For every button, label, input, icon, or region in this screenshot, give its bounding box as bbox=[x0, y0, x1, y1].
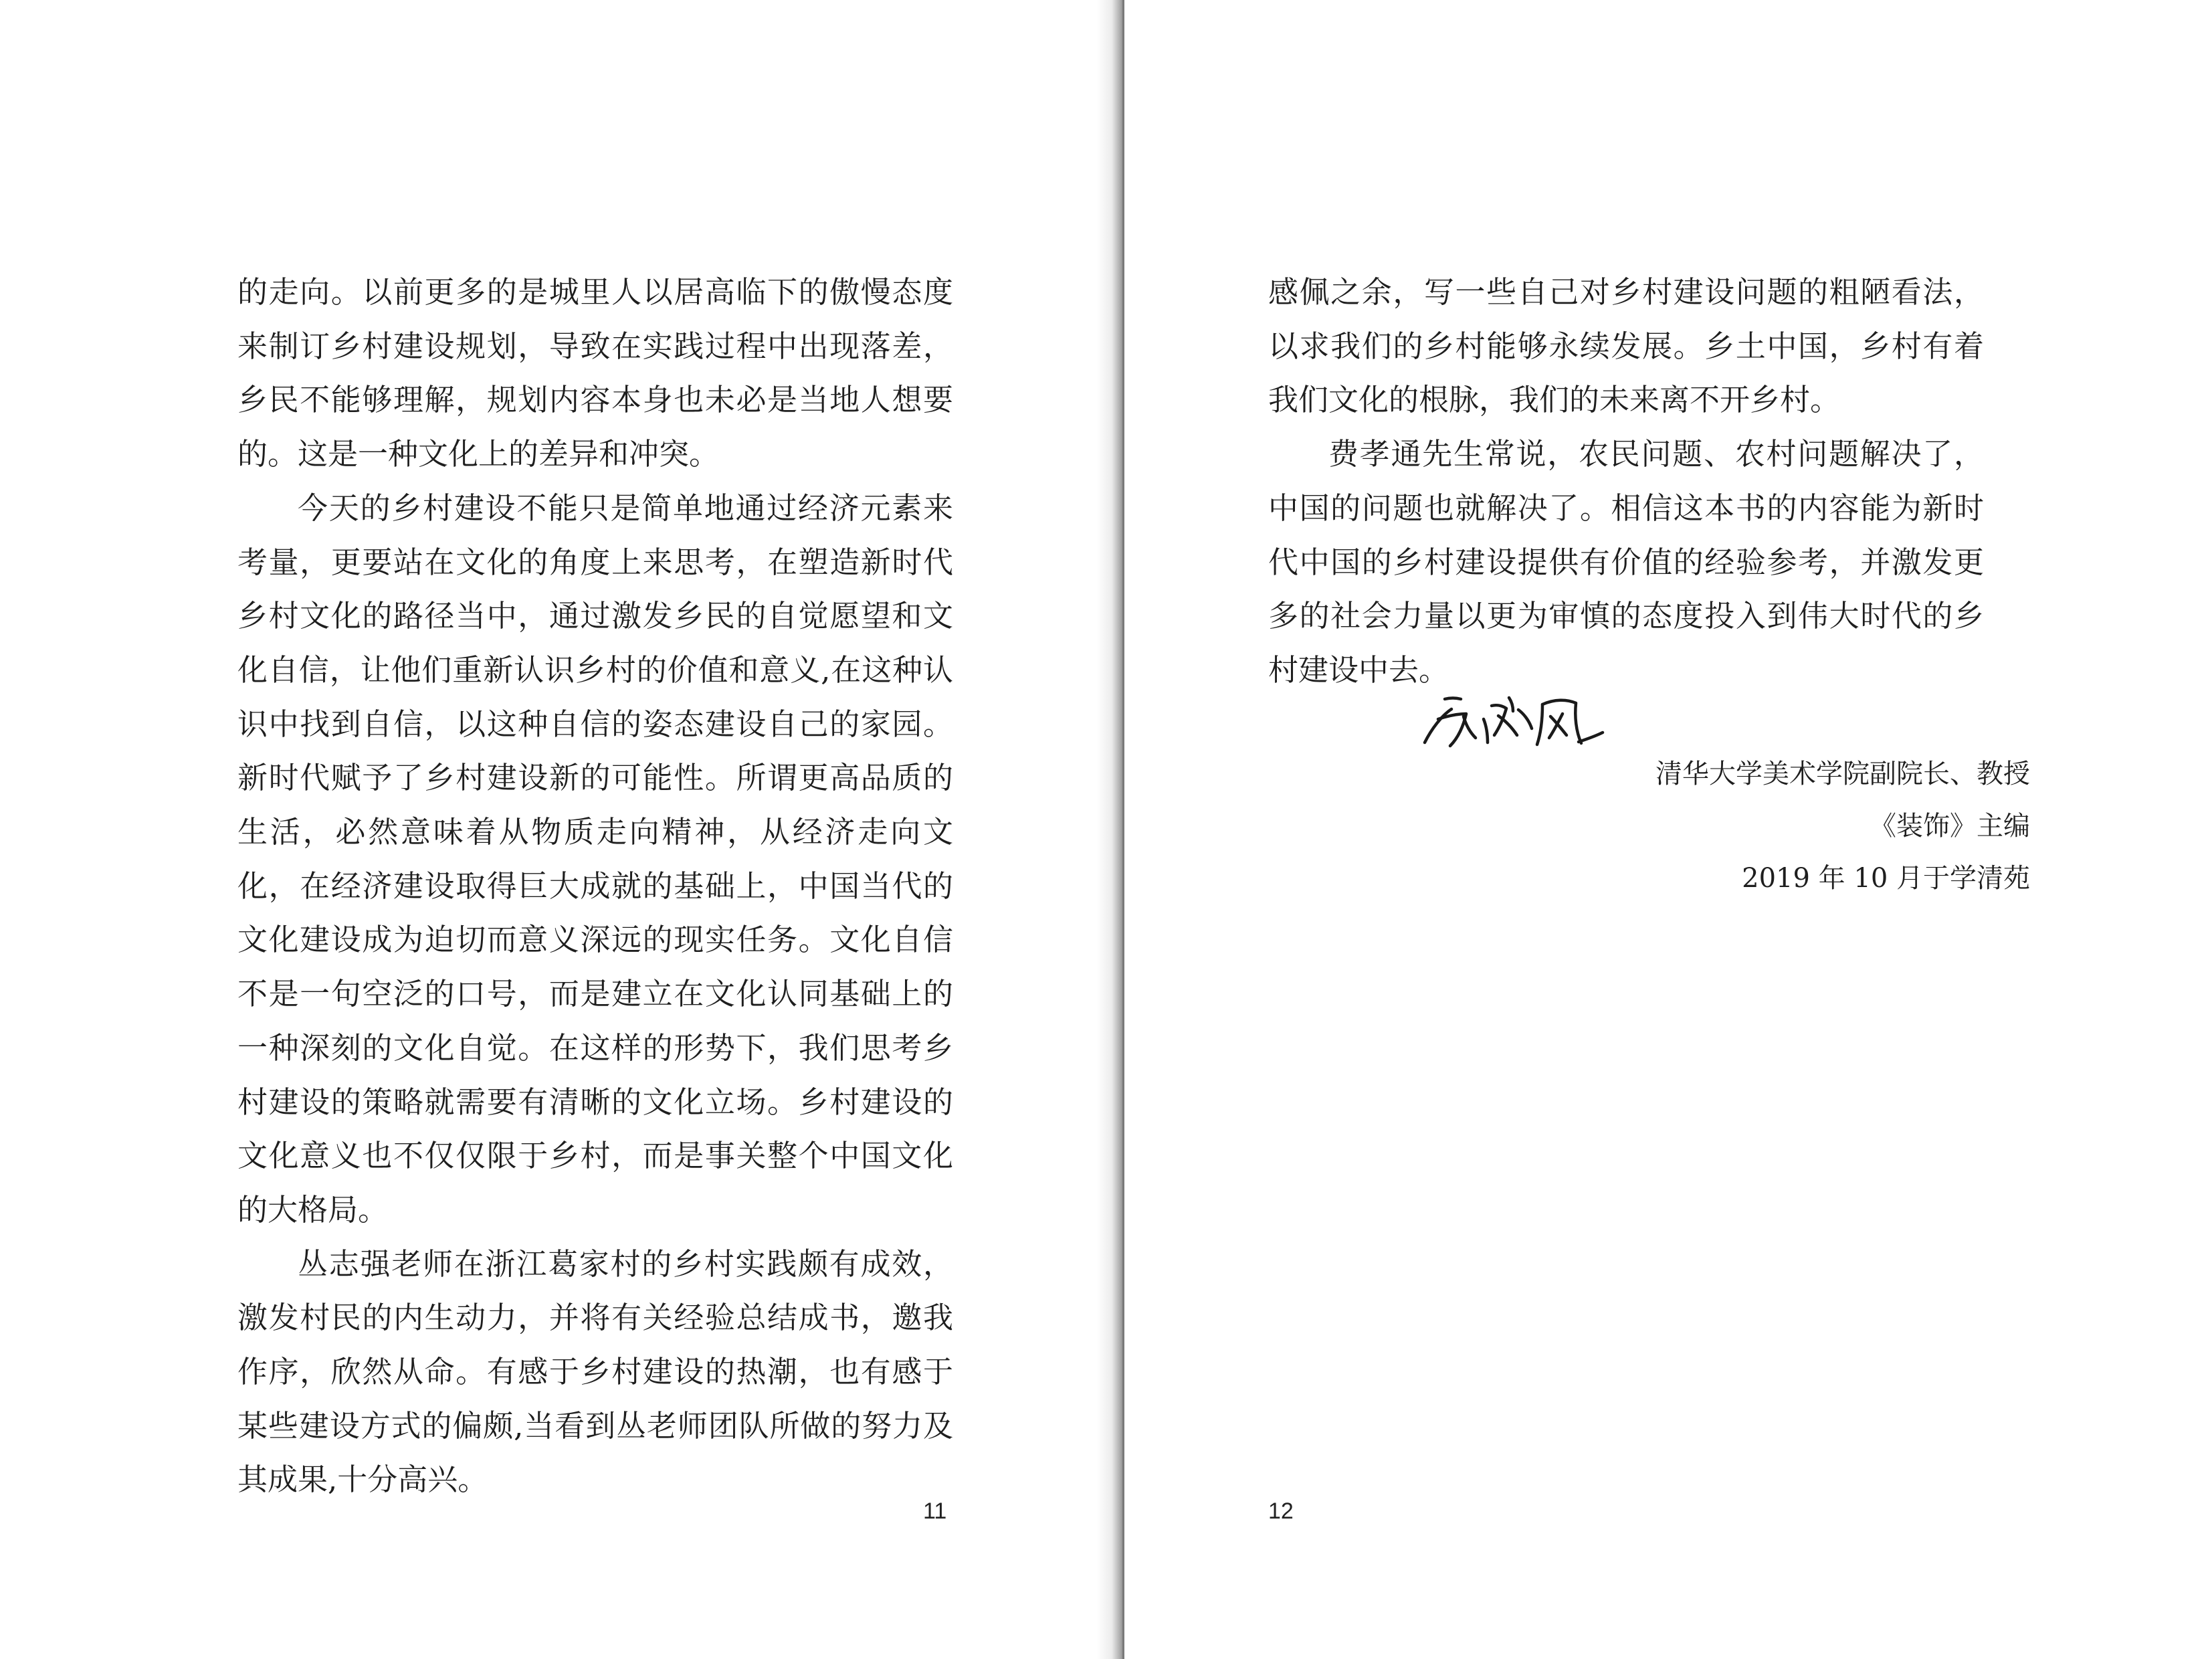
page-number: 11 bbox=[923, 1498, 947, 1524]
signature-role: 《装饰》主编 bbox=[1870, 811, 2030, 842]
paragraph: 费孝通先生常说，农民问题、农村问题解决了，中国的问题也就解决了。相信这本书的内容能为新时代中国的乡村建设提供有价值的经验参考，并激发更多的社会力量以更为审慎的态度投入到伟大时代的乡村建设中去。 bbox=[1268, 436, 1984, 688]
paragraph: 的走向。以前更多的是城里人以居高临下的傲慢态度来制订乡村建设规划，导致在实践过程中出现落差，乡民不能够理解，规划内容本身也未必是当地人想要的。这是一种文化上的差异和冲突。 bbox=[237, 274, 953, 472]
paragraph: 今天的乡村建设不能只是简单地通过经济元素来考量，更要站在文化的角度上来思考，在塑造新时代乡村文化的路径当中，通过激发乡民的自觉愿望和文化自信，让他们重新认识乡村的价值和意义,在这种认识中找到自信，以这种自信的姿态建设自己的家园。新时代赋予了乡村建设新的可能性。所谓更高品质的生活，必然意味着从物质走向精神，从经济走向文化，在经济建设取得巨大成就的基础上，中国当代的文化建设成为迫切而意义深远的现实任务。文化自信不是一句空泛的口号，而是建立在文化认同基础上的一种深刻的文化自觉。在这样的形势下，我们思考乡村建设的策略就需要有清晰的文化立场。乡村建设的文化意义也不仅仅限于乡村，而是事关整个中国文化的大格局。 bbox=[237, 490, 953, 1228]
right-page-body bbox=[1268, 266, 1984, 698]
paragraph: 丛志强老师在浙江葛家村的乡村实践颇有成效，激发村民的内生动力，并将有关经验总结成书，邀我作序，欣然从命。有感于乡村建设的热潮，也有感于某些建设方式的偏颇,当看到丛老师团队所做的努力及其成果,十分高兴。 bbox=[237, 1246, 953, 1498]
signature-date: 2019 年 10 月于学清苑 bbox=[1742, 863, 2030, 894]
signature-title: 清华大学美术学院副院长、教授 bbox=[1655, 759, 2030, 789]
handwritten-signature-icon bbox=[1411, 679, 1612, 759]
paragraph: 感佩之余，写一些自己对乡村建设问题的粗陋看法，以求我们的乡村能够永续发展。乡土中国，乡村有着我们文化的根脉，我们的未来离不开乡村。 bbox=[1268, 274, 1984, 418]
right-page bbox=[1124, 0, 2212, 1659]
left-page-body bbox=[237, 266, 953, 1507]
page-number: 12 bbox=[1268, 1498, 1294, 1524]
